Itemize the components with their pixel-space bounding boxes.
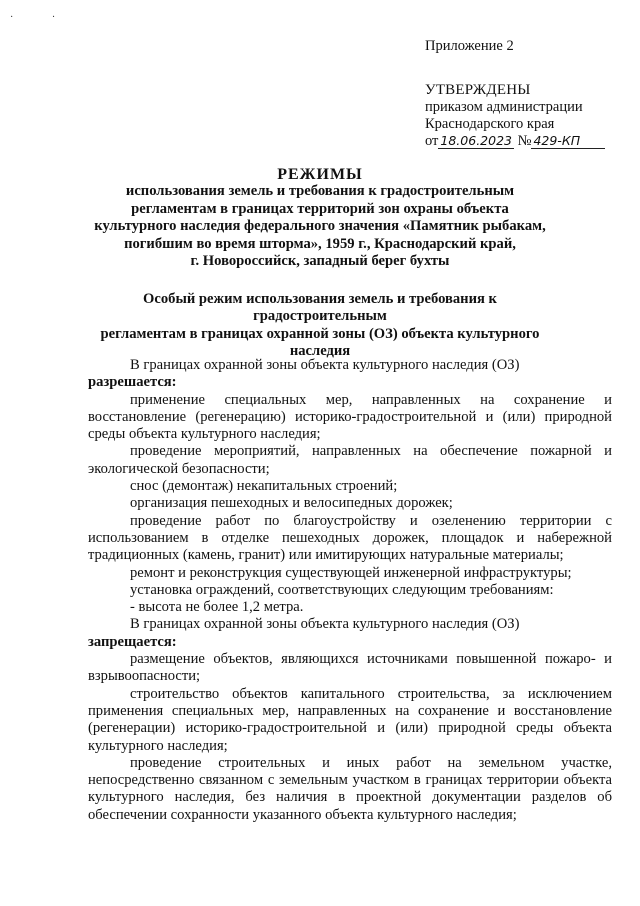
document-title xyxy=(80,166,560,270)
handwritten-date: 18.06.2023 xyxy=(440,133,512,148)
allowed-item: проведение работ по благоустройству и озеленению территории с использованием в отделке пешеходных дорожек, площадок и набережной традиционных (камень, гранит) или имитирующих натуральные материалы; xyxy=(88,512,612,564)
forbidden-item: строительство объектов капитального строительства, за исключением применения специальных мер, направленных на сохранение и восстановление (регенерации) историко-градостроительной и (или) природной среды объекта культурного наследия; xyxy=(88,685,612,754)
document-body xyxy=(88,357,612,824)
order-date-number xyxy=(425,133,605,150)
handwritten-order-number: 429-КП xyxy=(531,134,605,149)
allowed-height-item: - высота не более 1,2 метра. xyxy=(130,599,304,616)
allowed-item: применение специальных мер, направленных на сохранение и восстановление (регенерацию) историко-градостроительной и (или) природной среды объекта культурного наследия; xyxy=(88,391,612,443)
title-line: регламентам в границах территорий зон охраны объекта xyxy=(131,200,509,217)
forbidden-item: размещение объектов, являющихся источниками повышенной пожаро- и взрывоопасности; xyxy=(88,651,612,685)
title-line: г. Новороссийск, западный берег бухты xyxy=(190,253,450,270)
allowed-item: снос (демонтаж) некапитальных строений; xyxy=(130,478,398,495)
approval-block xyxy=(425,38,605,150)
approved-region: Краснодарского края xyxy=(425,116,555,132)
title-line: использования земель и требования к градостроительным xyxy=(125,183,515,200)
allowed-keyword: разрешается: xyxy=(88,374,177,391)
approved-by-order: приказом администрации xyxy=(425,99,583,115)
title-line: погибшим во время шторма», 1959 г., Краснодарский край, xyxy=(124,235,516,252)
allowed-intro: В границах охранной зоны объекта культурного наследия (ОЗ) разрешается: xyxy=(88,357,520,391)
section-heading-line: наследия xyxy=(289,343,351,360)
forbidden-item: проведение строительных и иных работ на земельном участке, непосредственно связанном с земельным участком в границах территории объекта культурного наследия, без наличия в проектной документации разделов об обеспечении сохранности указанного объекта культурного наследия; xyxy=(88,754,612,823)
allowed-item: проведение мероприятий, направленных на обеспечение пожарной и экологической безопасности; xyxy=(88,443,612,477)
scan-corner-marks: · · xyxy=(10,12,74,23)
order-number-prefix: № xyxy=(517,133,532,149)
title-line: культурного наследия федерального значения «Памятник рыбакам, xyxy=(94,218,546,235)
order-from-prefix: от xyxy=(425,133,439,149)
approved-heading: УТВЕРЖДЕНЫ xyxy=(425,82,531,98)
forbidden-intro: В границах охранной зоны объекта культурного наследия (ОЗ) запрещается: xyxy=(88,616,520,650)
section-heading xyxy=(80,291,560,361)
title-main: РЕЖИМЫ xyxy=(277,166,363,183)
appendix-label: Приложение 2 xyxy=(425,38,514,54)
allowed-item: установка ограждений, соответствующих следующим требованиям: xyxy=(130,581,554,598)
section-heading-line: Особый режим использования земель и требования к градостроительным xyxy=(143,291,497,325)
forbidden-keyword: запрещается: xyxy=(88,633,177,650)
allowed-item: организация пешеходных и велосипедных дорожек; xyxy=(130,495,453,512)
section-heading-line: регламентам в границах охранной зоны (ОЗ) объекта культурного xyxy=(100,325,540,342)
allowed-item: ремонт и реконструкция существующей инженерной инфраструктуры; xyxy=(130,564,572,581)
